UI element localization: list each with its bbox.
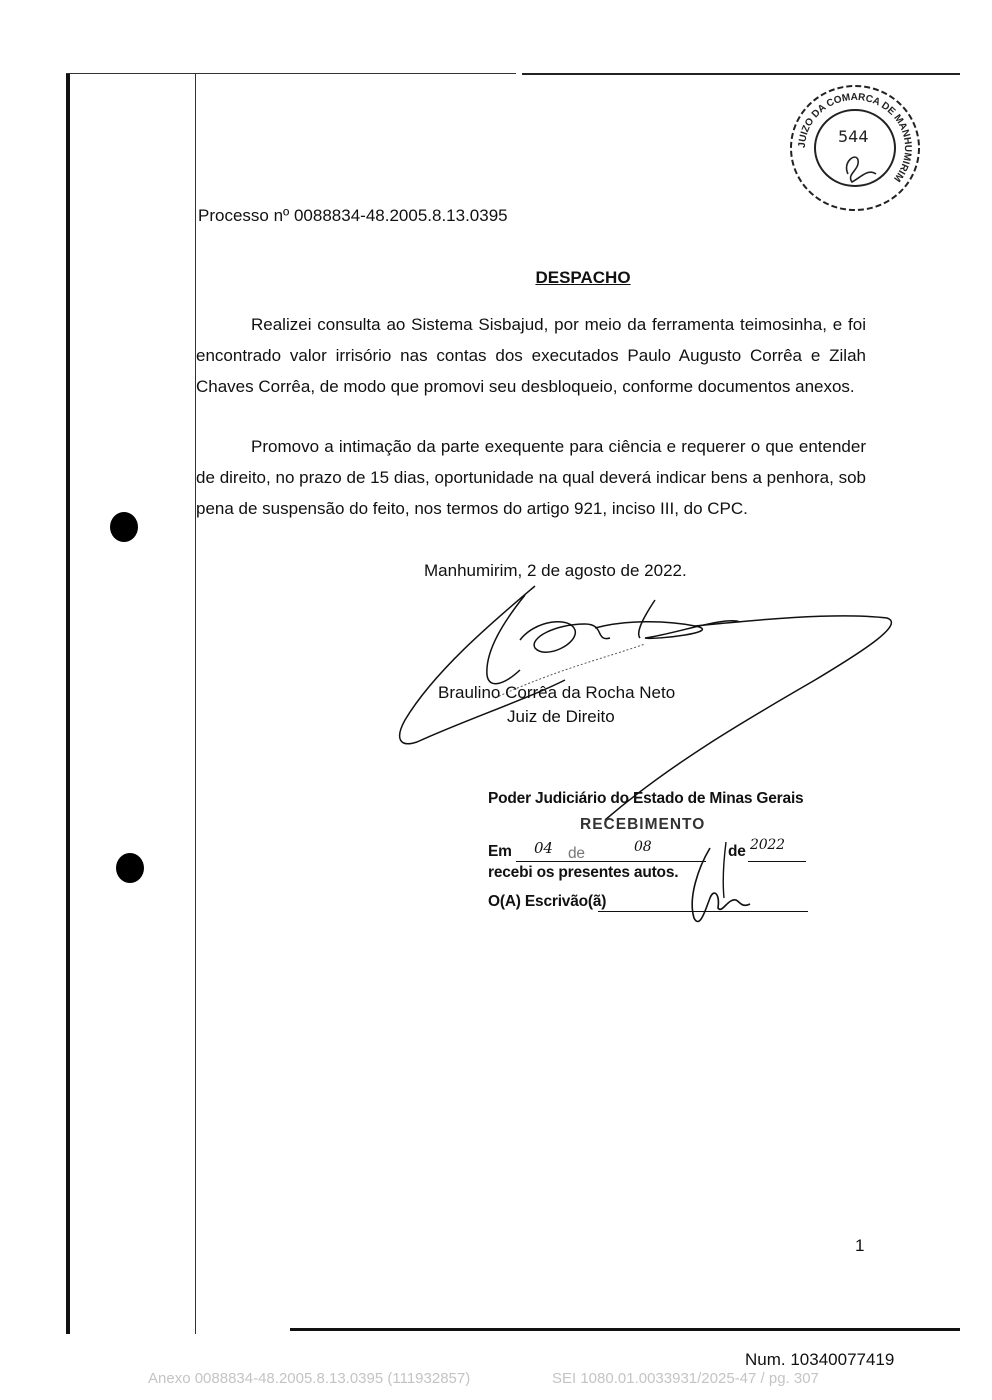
body-paragraph-1: Realizei consulta ao Sistema Sisbajud, por meio da ferramenta teimosinha, e foi encontrado valor irrisório nas contas dos executados Paulo Augusto Corrêa e Zilah Chaves Corrêa, de modo que promovi seu desbloqueio, conforme documentos anexos. [196, 315, 866, 396]
punch-hole-top [110, 512, 138, 542]
receipt-year-value: 2022 [750, 837, 785, 853]
document-title: DESPACHO [535, 268, 631, 287]
seal-page-number: 544 [838, 127, 869, 146]
margin-rule [195, 74, 196, 1334]
receipt-month-value: 08 [634, 839, 652, 855]
footer-document-number: Num. 10340077419 [745, 1350, 895, 1369]
clerk-signature [680, 838, 760, 933]
receipt-em-label: Em [488, 843, 512, 860]
receipt-day-line [516, 861, 706, 862]
receipt-day-value: 04 [534, 839, 553, 857]
receipt-de-2: de [728, 843, 746, 860]
signer-name: Braulino Corrêa da Rocha Neto [438, 683, 676, 702]
receipt-stamp-title: RECEBIMENTO [580, 816, 706, 833]
place-date: Manhumirim, 2 de agosto de 2022. [424, 561, 687, 580]
top-rule-right [522, 73, 960, 75]
footer-sei: SEI 1080.01.0033931/2025-47 / pg. 307 [552, 1370, 819, 1387]
receipt-clerk-row [488, 893, 810, 917]
receipt-stamp-court: Poder Judiciário do Estado de Minas Gerais [488, 790, 804, 807]
footer-annex: Anexo 0088834-48.2005.8.13.0395 (111932857) [148, 1370, 471, 1387]
signer-role: Juiz de Direito [507, 707, 615, 726]
receipt-received-text: recebi os presentes autos. [488, 864, 679, 881]
process-number: Processo nº 0088834-48.2005.8.13.0395 [198, 206, 508, 225]
page-number: 1 [855, 1236, 865, 1255]
receipt-clerk-label: O(A) Escrivão(ã) [488, 893, 607, 910]
punch-hole-bottom [116, 853, 144, 883]
seal-ring-text: JUIZO DA COMARCA DE MANHUMIRIM [796, 91, 914, 184]
court-seal [786, 82, 924, 214]
left-margin-bar [66, 74, 70, 1334]
receipt-de-1: de [568, 845, 585, 862]
bottom-rule [290, 1328, 960, 1331]
body-paragraph-2: Promovo a intimação da parte exequente para ciência e requerer o que entender de direito, no prazo de 15 dias, oportunidade na qual deverá indicar bens a penhora, sob pena de suspensão do feito, nos termos do artigo 921, inciso III, do CPC. [196, 437, 866, 518]
top-rule-left [66, 73, 516, 74]
